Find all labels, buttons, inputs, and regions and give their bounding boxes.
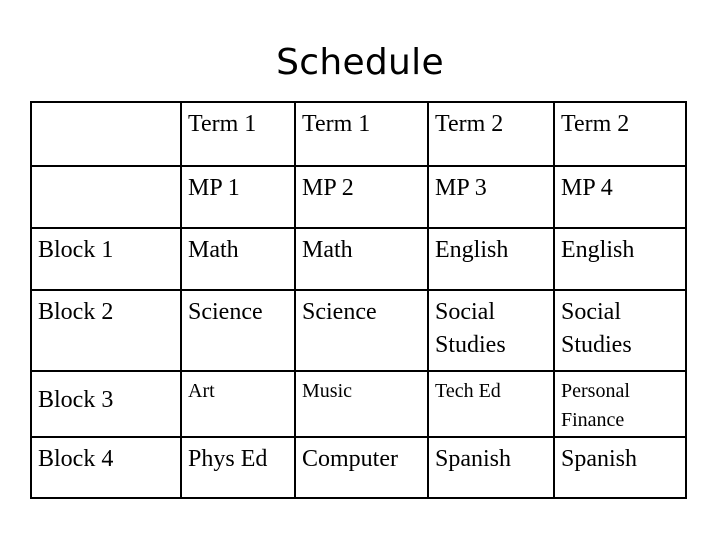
class-cell: Computer	[295, 437, 428, 498]
block-label: Block 3	[31, 371, 181, 437]
marking-period-header: MP 4	[554, 166, 686, 228]
class-cell: Music	[295, 371, 428, 437]
class-cell: Social Studies	[428, 290, 554, 371]
table-row	[31, 437, 686, 498]
class-cell: Social Studies	[554, 290, 686, 371]
marking-period-header: MP 2	[295, 166, 428, 228]
class-cell: English	[554, 228, 686, 290]
class-cell: Art	[181, 371, 295, 437]
table-row	[31, 290, 686, 371]
class-cell: English	[428, 228, 554, 290]
marking-period-header: MP 3	[428, 166, 554, 228]
term-header: Term 1	[181, 102, 295, 166]
page-title: Schedule	[276, 42, 444, 83]
term-header: Term 1	[295, 102, 428, 166]
header-row-marking-periods	[31, 166, 686, 228]
block-label: Block 4	[31, 437, 181, 498]
class-cell: Phys Ed	[181, 437, 295, 498]
class-cell: Spanish	[554, 437, 686, 498]
block-label: Block 1	[31, 228, 181, 290]
marking-period-header: MP 1	[181, 166, 295, 228]
term-header: Term 2	[428, 102, 554, 166]
table-row	[31, 371, 686, 437]
table-row	[31, 228, 686, 290]
corner-cell	[31, 102, 181, 166]
class-cell: Math	[181, 228, 295, 290]
class-cell: Personal Finance	[554, 371, 686, 437]
class-cell: Science	[295, 290, 428, 371]
header-row-terms	[31, 102, 686, 166]
class-cell: Spanish	[428, 437, 554, 498]
class-cell: Math	[295, 228, 428, 290]
class-cell: Tech Ed	[428, 371, 554, 437]
block-label: Block 2	[31, 290, 181, 371]
class-cell: Science	[181, 290, 295, 371]
term-header: Term 2	[554, 102, 686, 166]
corner-cell	[31, 166, 181, 228]
schedule-table	[30, 101, 687, 499]
